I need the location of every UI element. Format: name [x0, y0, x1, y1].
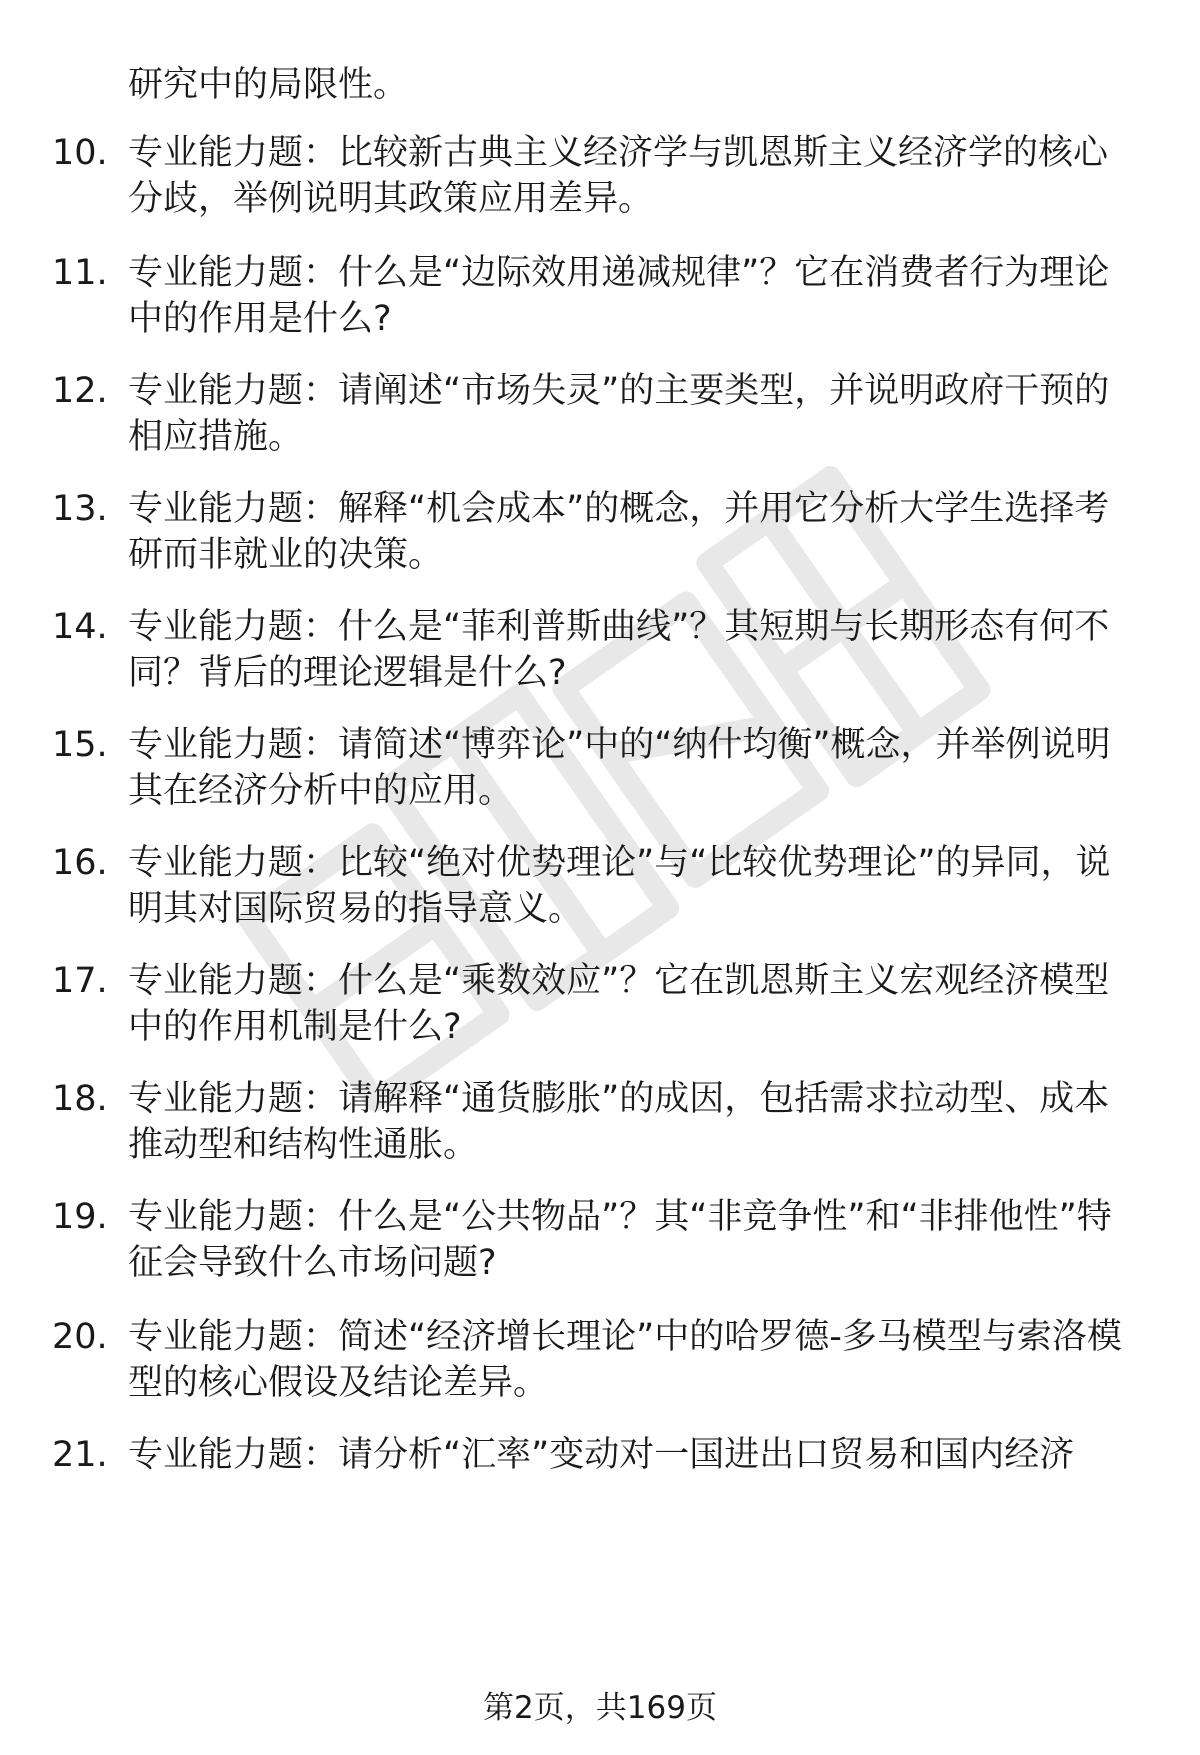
question-number: 15. — [52, 725, 108, 765]
question-number: 12. — [52, 371, 108, 411]
question-item — [0, 1194, 1200, 1286]
question-item — [0, 722, 1200, 814]
question-item — [0, 1314, 1200, 1406]
question-number: 16. — [52, 843, 108, 883]
continuation-text: 研究中的局限性。 — [128, 65, 409, 105]
question-item — [0, 250, 1200, 342]
question-text: 专业能力题：请简述“博弈论”中的“纳什均衡”概念，并举例说明其在经济分析中的应用。 — [128, 725, 1111, 811]
question-number: 11. — [52, 253, 108, 293]
question-item — [0, 1076, 1200, 1168]
question-number: 10. — [52, 133, 108, 173]
question-item — [0, 604, 1200, 696]
question-item — [0, 958, 1200, 1050]
question-text: 专业能力题：请分析“汇率”变动对一国进出口贸易和国内经济 — [128, 1435, 1075, 1475]
question-text: 专业能力题：什么是“乘数效应”？它在凯恩斯主义宏观经济模型中的作用机制是什么? — [128, 961, 1110, 1047]
page-footer: 第2页，共169页 — [483, 1690, 717, 1726]
question-number: 17. — [52, 961, 108, 1001]
question-item — [0, 840, 1200, 932]
question-number: 19. — [52, 1197, 108, 1237]
question-text: 专业能力题：什么是“菲利普斯曲线”？其短期与长期形态有何不同？背后的理论逻辑是什么? — [128, 607, 1110, 693]
question-number: 18. — [52, 1079, 108, 1119]
question-item — [0, 486, 1200, 578]
question-text: 专业能力题：什么是“边际效用递减规律”？它在消费者行为理论中的作用是什么? — [128, 253, 1110, 339]
question-text: 专业能力题：请解释“通货膨胀”的成因，包括需求拉动型、成本推动型和结构性通胀。 — [128, 1079, 1110, 1165]
question-text: 专业能力题：请阐述“市场失灵”的主要类型，并说明政府干预的相应措施。 — [128, 371, 1110, 457]
question-item — [0, 368, 1200, 460]
question-text: 专业能力题：简述“经济增长理论”中的哈罗德-多马模型与索洛模型的核心假设及结论差异。 — [128, 1317, 1122, 1403]
question-text: 专业能力题：比较新古典主义经济学与凯恩斯主义经济学的核心分歧，举例说明其政策应用差异。 — [128, 133, 1109, 219]
question-item — [0, 130, 1200, 222]
question-number: 21. — [52, 1435, 108, 1475]
question-text: 专业能力题：解释“机会成本”的概念，并用它分析大学生选择考研而非就业的决策。 — [128, 489, 1110, 575]
question-text: 专业能力题：什么是“公共物品”？其“非竞争性”和“非排他性”特征会导致什么市场问题? — [128, 1197, 1112, 1283]
question-number: 14. — [52, 607, 108, 647]
question-item — [0, 1432, 1200, 1478]
question-number: 20. — [52, 1317, 108, 1357]
question-number: 13. — [52, 489, 108, 529]
question-text: 专业能力题：比较“绝对优势理论”与“比较优势理论”的异同，说明其对国际贸易的指导意义。 — [128, 843, 1111, 929]
